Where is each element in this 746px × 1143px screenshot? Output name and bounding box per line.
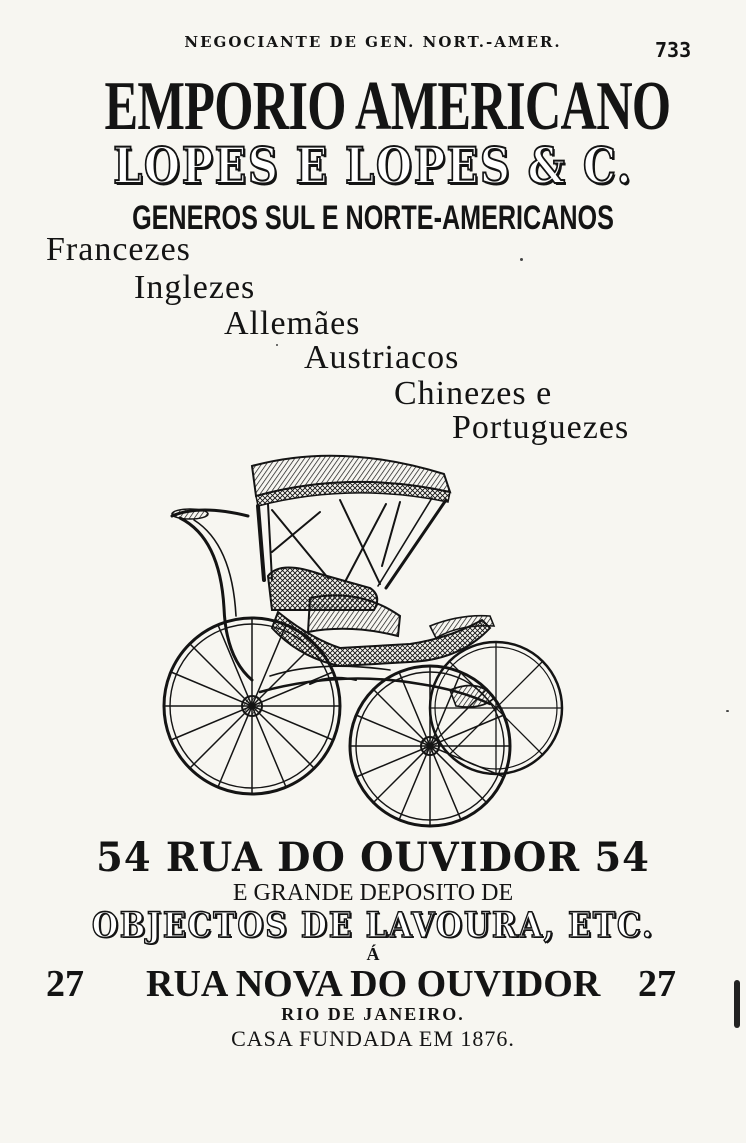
origin-item: Portuguezes <box>452 409 630 446</box>
preposition: Á <box>366 944 380 964</box>
origin-item: Chinezes e <box>394 375 553 412</box>
origin-item: Allemães <box>224 305 361 342</box>
origin-item: Francezes <box>46 231 191 268</box>
street-number-right: 27 <box>638 963 676 1005</box>
second-address: RUA NOVA DO OUVIDOR <box>146 963 601 1005</box>
founded-line: CASA FUNDADA EM 1876. <box>231 1026 515 1051</box>
scan-speck <box>726 710 729 712</box>
header-note: NEGOCIANTE DE GEN. NORT.-AMER. <box>184 33 562 51</box>
scan-bracket-mark <box>734 980 740 1028</box>
scan-speck <box>276 344 278 346</box>
scan-speck <box>520 258 523 261</box>
origin-item: Inglezes <box>134 269 256 306</box>
goods-heading: OBJECTOS DE LAVOURA, ETC. <box>91 905 655 946</box>
goods-subtitle: GENEROS SUL E NORTE-AMERICANOS <box>132 199 614 237</box>
deposit-line: E GRANDE DEPOSITO DE <box>232 880 514 906</box>
city-line: RIO DE JANEIRO. <box>281 1004 465 1024</box>
main-address: 54 RUA DO OUVIDOR 54 <box>96 834 650 881</box>
page-number: 733 <box>655 38 692 62</box>
carriage-illustration <box>160 448 580 832</box>
street-number-left: 27 <box>46 963 84 1005</box>
firm-name: LOPES E LOPES & C. <box>113 136 633 195</box>
store-title: EMPORIO AMERICANO <box>104 68 671 145</box>
origin-item: Austriacos <box>304 339 460 376</box>
